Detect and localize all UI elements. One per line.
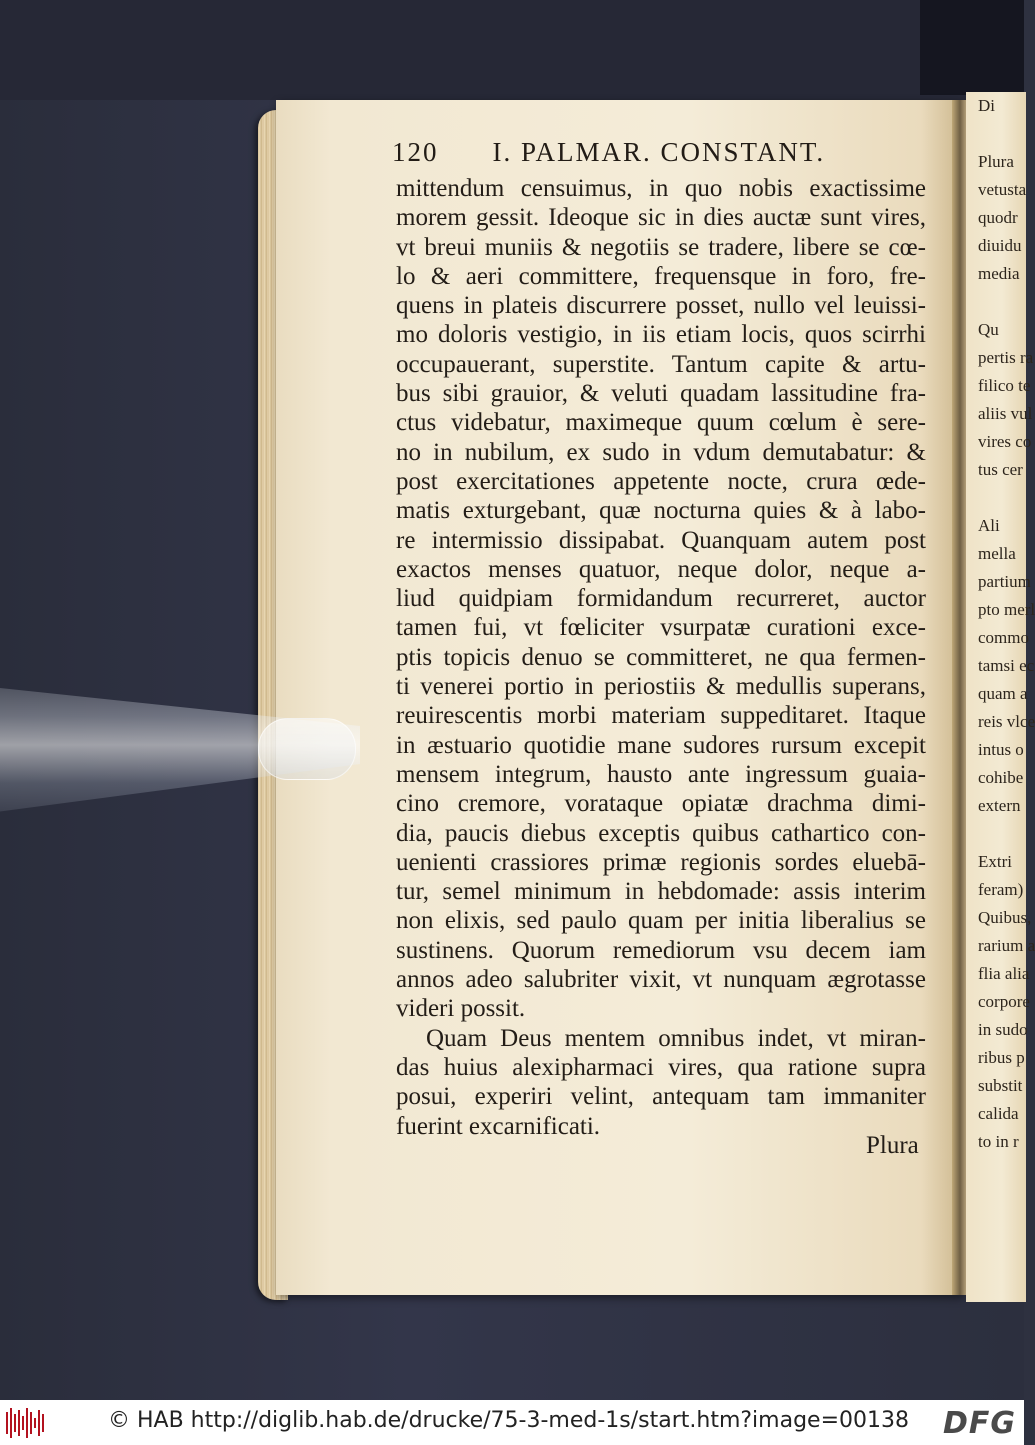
text-line: ti venerei portio in periostiis & medullis superans, bbox=[396, 673, 926, 701]
facing-text-fragment: reis vlce bbox=[978, 712, 1035, 731]
facing-text-fragment: to in r bbox=[978, 1132, 1019, 1151]
facing-text-fragment: pertis ra bbox=[978, 348, 1034, 367]
text-line: fuerint excarnificati. bbox=[396, 1112, 601, 1140]
text-line: morem gessit. Ideoque sic in dies auctæ sunt vires, bbox=[396, 204, 926, 232]
facing-text-fragment: ribus p bbox=[978, 1048, 1025, 1067]
copyright-url: © HAB http://diglib.hab.de/drucke/75-3-med-1s/start.htm?image=00138 bbox=[108, 1408, 910, 1433]
facing-text-fragment: calida bbox=[978, 1104, 1019, 1123]
running-header bbox=[392, 137, 862, 168]
page-number: 120 bbox=[392, 137, 439, 167]
facing-page bbox=[966, 92, 1035, 1302]
facing-page-text bbox=[966, 92, 1035, 1156]
text-line: liud quidpiam formidandum recurreret, auctor bbox=[396, 585, 926, 613]
text-line: non elixis, sed paulo quam per initia liberalius se bbox=[396, 907, 926, 935]
facing-text-fragment: mella bbox=[978, 544, 1016, 563]
facing-text-fragment: tus cer bbox=[978, 460, 1023, 479]
facing-text-fragment: partium bbox=[978, 572, 1031, 591]
text-line: occupauerant, superstite. Tantum capite & artu- bbox=[396, 350, 926, 378]
facing-text-fragment: Qu bbox=[978, 320, 999, 339]
facing-text-fragment: diuidu bbox=[978, 236, 1022, 255]
facing-text-fragment: intus o bbox=[978, 740, 1024, 759]
facing-text-fragment: tamsi ec bbox=[978, 656, 1035, 675]
facing-text-fragment: quodr bbox=[978, 208, 1018, 227]
facing-text-fragment: cohibe bbox=[978, 768, 1024, 787]
text-line: videri possit. bbox=[396, 995, 526, 1023]
catchword: Plura bbox=[866, 1132, 919, 1159]
text-line: mittendum censuimus, in quo nobis exactissime bbox=[396, 175, 926, 202]
facing-text-fragment: in sudo bbox=[978, 1020, 1028, 1039]
text-line: bus sibi grauior, & veluti quadam lassitudine fra- bbox=[396, 380, 926, 408]
text-line: re intermissio dissipabat. Quanquam autem post bbox=[396, 526, 926, 554]
text-line: in æstuario quotidie mane sudores rursum excepit bbox=[396, 731, 926, 759]
text-line: no in nubilum, ex sudo in vdum demutabatur: & bbox=[396, 438, 926, 466]
running-title: I. PALMAR. CONSTANT. bbox=[492, 137, 826, 167]
facing-text-fragment: Extri bbox=[978, 852, 1012, 871]
paragraph-1 bbox=[396, 174, 926, 1024]
text-line: tamen fui, vt fœliciter vsurpatæ curationi exce- bbox=[396, 614, 926, 642]
facing-text-fragment: vetusta bbox=[978, 180, 1027, 199]
text-line: quens in plateis discurrere posset, nullo vel leuissi- bbox=[396, 292, 926, 320]
footer-bar bbox=[0, 1400, 1024, 1445]
text-line: posui, experiri velint, antequam tam immaniter bbox=[396, 1083, 926, 1111]
facing-text-fragment: Plura bbox=[978, 152, 1014, 171]
facing-text-fragment: Di bbox=[978, 96, 995, 115]
main-text-block bbox=[396, 174, 926, 1141]
facing-text-fragment: pto merl bbox=[978, 600, 1035, 619]
text-line: tur, semel minimum in hebdomade: assis interim bbox=[396, 878, 926, 906]
facing-text-fragment bbox=[966, 288, 1026, 316]
text-line: Quam Deus mentem omnibus indet, vt miran- bbox=[426, 1024, 926, 1052]
clip-tip bbox=[258, 718, 356, 780]
facing-text-fragment bbox=[966, 120, 1026, 148]
background-top bbox=[0, 0, 1024, 100]
facing-text-fragment: vires co bbox=[978, 432, 1032, 451]
facing-text-fragment: quam a bbox=[978, 684, 1028, 703]
facing-text-fragment bbox=[966, 484, 1026, 512]
background-corner bbox=[920, 0, 1024, 95]
text-line: ptis topicis denuo se committeret, ne qua fermen- bbox=[396, 643, 926, 671]
text-line: dia, paucis diebus exceptis quibus cathartico con- bbox=[396, 819, 926, 847]
facing-text-fragment: filico te bbox=[978, 376, 1031, 395]
facing-text-fragment: substit bbox=[978, 1076, 1023, 1095]
text-line: uenienti crassiores primæ regionis sordes eluebā- bbox=[396, 848, 926, 876]
text-line: das huius alexipharmaci vires, qua ratione supra bbox=[396, 1053, 926, 1081]
facing-text-fragment: Quibus, bbox=[978, 908, 1032, 927]
facing-text-fragment: commo bbox=[978, 628, 1029, 647]
facing-text-fragment: Ali bbox=[978, 516, 1000, 535]
facing-text-fragment: rarium a bbox=[978, 936, 1035, 955]
text-line: exactos menses quatuor, neque dolor, neque a- bbox=[396, 555, 926, 583]
text-line: cino cremore, vorataque opiatæ drachma dimi- bbox=[396, 790, 926, 818]
text-line: matis exturgebant, quæ nocturna quies & à labo- bbox=[396, 497, 926, 525]
barcode-icon bbox=[6, 1408, 46, 1438]
text-line: sustinens. Quorum remediorum vsu decem iam bbox=[396, 936, 926, 964]
facing-text-fragment: corpore bbox=[978, 992, 1030, 1011]
text-line: annos adeo salubriter vixit, vt nunquam ægrotasse bbox=[396, 966, 926, 994]
paragraph-2 bbox=[396, 1024, 926, 1141]
text-line: ctus videbatur, maximeque quum cœlum è sere- bbox=[396, 409, 926, 437]
text-line: mensem integrum, hausto ante ingressum guaia- bbox=[396, 760, 926, 788]
facing-text-fragment: flia alia bbox=[978, 964, 1030, 983]
dfg-logo: DFG bbox=[942, 1406, 1016, 1441]
facing-text-fragment: aliis vul bbox=[978, 404, 1033, 423]
facing-text-fragment: feram) bbox=[978, 880, 1024, 899]
facing-text-fragment bbox=[966, 820, 1026, 848]
text-line: lo & aeri committere, frequensque in foro, fre- bbox=[396, 262, 926, 290]
text-line: reuirescentis morbi materiam suppeditaret. Itaque bbox=[396, 702, 926, 730]
text-line: post exercitationes appetente nocte, crura œde- bbox=[396, 467, 926, 495]
text-line: vt breui muniis & negotiis se tradere, libere se cœ- bbox=[396, 233, 926, 261]
text-line: mo doloris vestigio, in iis etiam locis, quos scirrhi bbox=[396, 321, 926, 349]
facing-text-fragment: media bbox=[978, 264, 1020, 283]
facing-text-fragment: extern bbox=[978, 796, 1021, 815]
